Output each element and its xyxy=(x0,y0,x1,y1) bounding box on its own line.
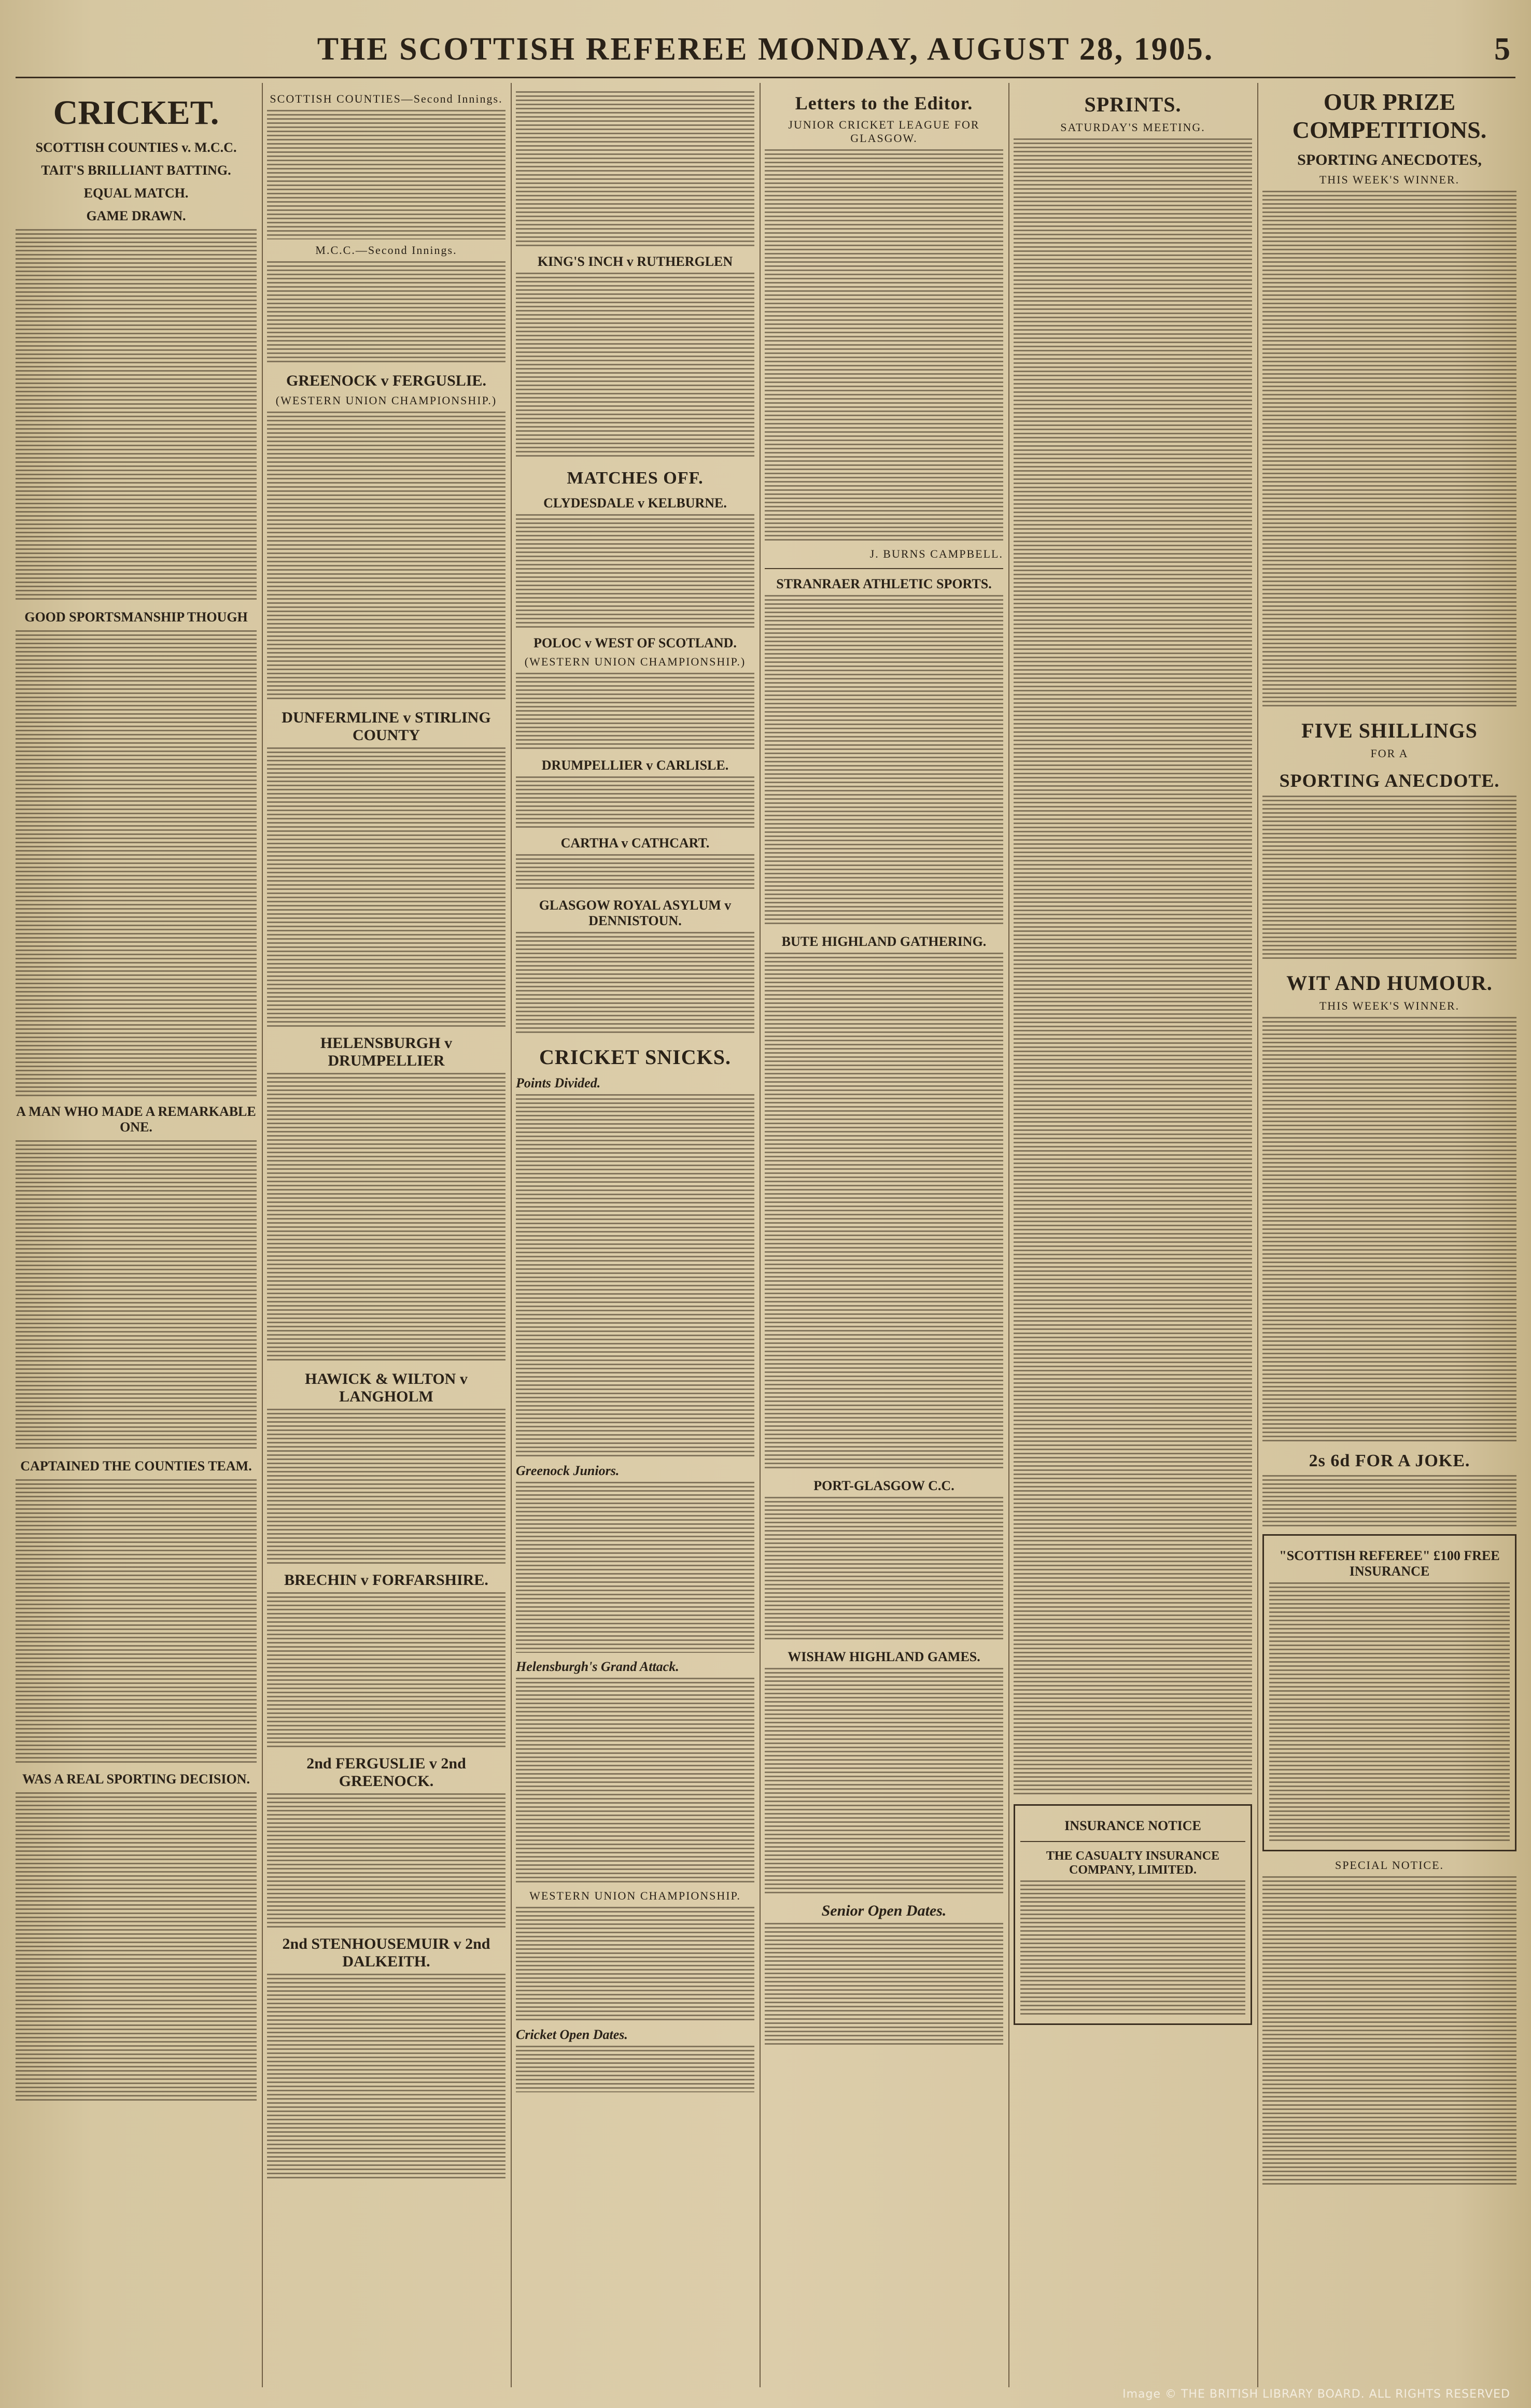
scorecard xyxy=(267,261,505,365)
match-title: 2nd STENHOUSEMUIR v 2nd DALKEITH. xyxy=(282,1935,490,1970)
scorecard xyxy=(267,1073,505,1363)
insurance-title: "SCOTTISH REFEREE" £100 FREE INSURANCE xyxy=(1279,1548,1500,1579)
section-heading: SPRINTS. xyxy=(1084,93,1182,116)
article-title: WISHAW HIGHLAND GAMES. xyxy=(788,1649,980,1664)
competition-subtitle: THIS WEEK'S WINNER. xyxy=(1319,999,1460,1012)
article-subtitle: EQUAL MATCH. xyxy=(83,186,189,201)
scorecard xyxy=(267,1592,505,1748)
insurance-body xyxy=(1269,1582,1510,1842)
letter-body xyxy=(765,149,1003,543)
article-body xyxy=(16,1479,257,1764)
column-divider xyxy=(262,83,263,2387)
article-body xyxy=(516,854,754,890)
divider xyxy=(765,568,1003,569)
match-title: HELENSBURGH v DRUMPELLIER xyxy=(320,1035,453,1069)
article-body xyxy=(1262,1475,1516,1527)
league-table xyxy=(516,1907,754,2021)
masthead-rule xyxy=(16,77,1515,78)
match-subtitle: (WESTERN UNION CHAMPIONSHIP.) xyxy=(275,394,497,407)
article-title: SCOTTISH COUNTIES v. M.C.C. xyxy=(35,140,237,155)
match-title: KING'S INCH v RUTHERGLEN xyxy=(537,254,733,269)
article-body xyxy=(1262,1876,1516,2187)
insurance-box xyxy=(1262,1534,1516,1851)
column-scores xyxy=(267,88,505,2392)
match-title: CLYDESDALE v KELBURNE. xyxy=(543,495,727,511)
article-body xyxy=(516,1678,754,1885)
article-body xyxy=(516,1094,754,1457)
table-heading: WESTERN UNION CHAMPIONSHIP. xyxy=(529,1889,741,1902)
notice-title: INSURANCE NOTICE xyxy=(1064,1818,1201,1833)
column-competitions xyxy=(1262,88,1516,2392)
scorecard xyxy=(267,1793,505,1928)
article-body xyxy=(16,1140,257,1451)
scorecard xyxy=(267,1409,505,1564)
article-subtitle: Greenock Juniors. xyxy=(516,1463,620,1478)
article-body xyxy=(16,1792,257,2103)
divider xyxy=(1020,1841,1245,1842)
match-title: GLASGOW ROYAL ASYLUM v DENNISTOUN. xyxy=(539,898,732,928)
article-subtitle: GOOD SPORTSMANSHIP THOUGH xyxy=(24,610,248,625)
scorecard xyxy=(267,110,505,239)
article-title: PORT-GLASGOW C.C. xyxy=(813,1478,954,1493)
scorecard xyxy=(267,1974,505,2181)
article-subtitle: Helensburgh's Grand Attack. xyxy=(516,1659,679,1674)
scorecard xyxy=(267,747,505,1027)
article-body xyxy=(516,673,754,750)
image-credit: Image © THE BRITISH LIBRARY BOARD. ALL RIGHTS RESERVED xyxy=(1122,2388,1510,2401)
article-body xyxy=(516,932,754,1036)
article-body xyxy=(516,514,754,628)
article-body xyxy=(1014,138,1252,1797)
results-list xyxy=(765,1668,1003,1896)
section-heading: OUR PRIZE COMPETITIONS. xyxy=(1292,89,1487,143)
match-title: CARTHA v CATHCART. xyxy=(560,835,710,851)
results-list xyxy=(765,953,1003,1471)
match-title: DUNFERMLINE v STIRLING COUNTY xyxy=(282,709,491,744)
competition-title: FIVE SHILLINGS xyxy=(1301,719,1478,742)
column-cricket-snicks xyxy=(516,88,754,2392)
column-divider xyxy=(760,83,761,2387)
section-heading: Letters to the Editor. xyxy=(795,93,973,114)
column-sprints xyxy=(1014,88,1252,2392)
scorecard-heading: SCOTTISH COUNTIES—Second Innings. xyxy=(270,92,503,105)
match-title: HAWICK & WILTON v LANGHOLM xyxy=(305,1370,468,1405)
match-title: DRUMPELLIER v CARLISLE. xyxy=(541,758,729,773)
section-heading: CRICKET. xyxy=(53,94,219,132)
competition-title: WIT AND HUMOUR. xyxy=(1286,971,1493,995)
page-number: 5 xyxy=(1494,32,1510,67)
letter-title: JUNIOR CRICKET LEAGUE FOR GLASGOW. xyxy=(788,118,980,145)
notice-body xyxy=(1020,1880,1245,2015)
article-title: STRANRAER ATHLETIC SPORTS. xyxy=(776,576,992,591)
article-subtitle: TAIT'S BRILLIANT BATTING. xyxy=(41,163,231,178)
column-divider xyxy=(1257,83,1258,2387)
section-heading: CRICKET SNICKS. xyxy=(539,1045,731,1069)
masthead xyxy=(21,31,1510,73)
article-body xyxy=(516,2046,754,2092)
article-subtitle: WAS A REAL SPORTING DECISION. xyxy=(22,1772,250,1787)
article-body xyxy=(516,776,754,828)
competition-title: 2s 6d FOR A JOKE. xyxy=(1309,1451,1470,1470)
article-body xyxy=(16,229,257,602)
results-list xyxy=(765,595,1003,927)
article-body xyxy=(1262,1017,1516,1442)
competition-title: SPORTING ANECDOTE. xyxy=(1279,770,1500,791)
letter-signature: J. BURNS CAMPBELL. xyxy=(869,547,1003,560)
results-list xyxy=(765,1497,1003,1642)
article-subtitle: CAPTAINED THE COUNTIES TEAM. xyxy=(20,1458,252,1474)
competition-subtitle: FOR A xyxy=(1370,747,1409,760)
column-divider xyxy=(1008,83,1009,2387)
competition-title: SPORTING ANECDOTES, xyxy=(1297,151,1482,168)
match-title: 2nd FERGUSLIE v 2nd GREENOCK. xyxy=(306,1755,466,1790)
notice-company: THE CASUALTY INSURANCE COMPANY, LIMITED. xyxy=(1046,1849,1220,1877)
article-body xyxy=(16,630,257,1097)
article-title: BUTE HIGHLAND GATHERING. xyxy=(781,934,987,949)
notice-title: SPECIAL NOTICE. xyxy=(1335,1859,1444,1872)
column-letters xyxy=(765,88,1003,2392)
article-subtitle: SATURDAY'S MEETING. xyxy=(1060,121,1205,134)
article-subtitle: Points Divided. xyxy=(516,1075,601,1090)
masthead-title: THE SCOTTISH REFEREE MONDAY, AUGUST 28, 1905. xyxy=(317,32,1214,67)
match-title: GREENOCK v FERGUSLIE. xyxy=(286,372,486,389)
section-heading: MATCHES OFF. xyxy=(567,469,704,488)
scorecard xyxy=(267,412,505,702)
scorecard-heading: M.C.C.—Second Innings. xyxy=(315,244,457,257)
article-subtitle: A MAN WHO MADE A REMARKABLE ONE. xyxy=(16,1104,256,1135)
article-body xyxy=(516,273,754,459)
article-title: Senior Open Dates. xyxy=(821,1902,947,1919)
column-cricket xyxy=(16,88,257,2392)
match-title: BRECHIN v FORFARSHIRE. xyxy=(284,1571,488,1589)
article-body xyxy=(765,1923,1003,2047)
article-subtitle: GAME DRAWN. xyxy=(86,208,186,223)
match-subtitle: (WESTERN UNION CHAMPIONSHIP.) xyxy=(524,655,746,668)
match-title: POLOC v WEST OF SCOTLAND. xyxy=(533,635,737,650)
competition-subtitle: THIS WEEK'S WINNER. xyxy=(1319,173,1460,186)
article-body xyxy=(1262,191,1516,709)
insurance-notice xyxy=(1014,1804,1252,2025)
article-body xyxy=(516,91,754,247)
article-body xyxy=(1262,796,1516,961)
article-subtitle: Cricket Open Dates. xyxy=(516,2027,628,2042)
column-divider xyxy=(511,83,512,2387)
article-body xyxy=(516,1482,754,1653)
